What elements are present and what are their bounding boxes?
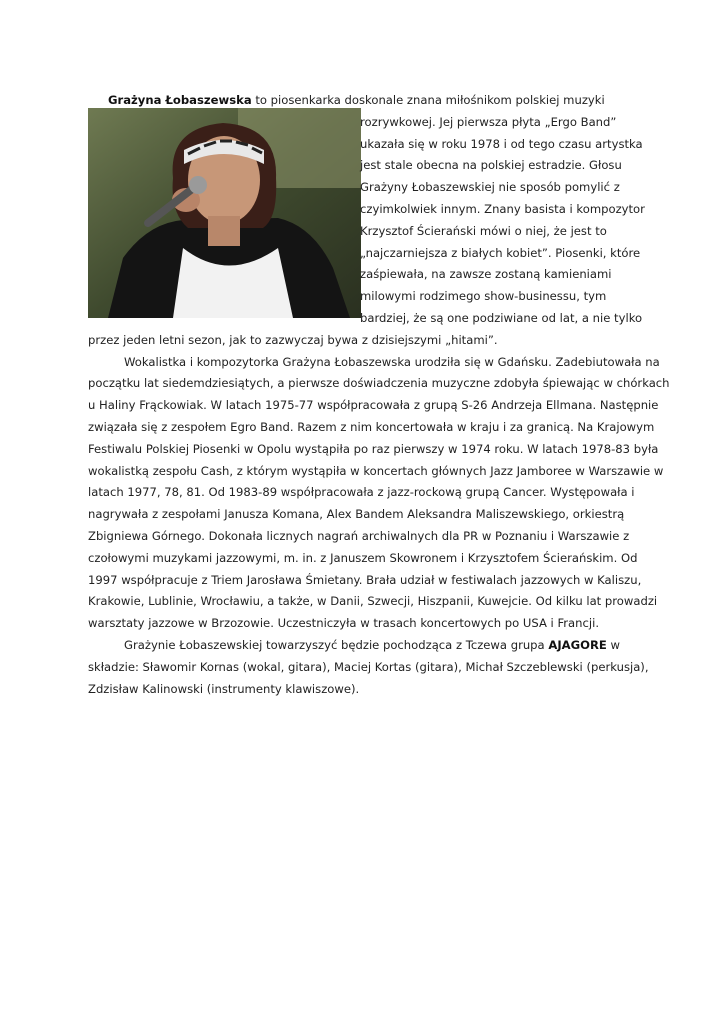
text-line: Krzysztof Ścierański mówi o niej, że jest to <box>360 223 607 238</box>
artist-name: Grażyna Łobaszewska <box>108 93 252 107</box>
article-body <box>88 90 670 700</box>
text-line <box>88 635 643 657</box>
text-line: ukazała się w roku 1978 i od tego czasu artystka <box>360 136 643 151</box>
paragraph-biography <box>88 352 670 635</box>
text-line: związała się z zespołem Egro Band. Razem z nim koncertowała w kraju i za granicą. Na Krajowym <box>88 419 655 434</box>
text-line: Krakowie, Lublinie, Wrocławiu, a także, w Danii, Szwecji, Hiszpanii, Kuwejcie. Od kilku lat prowadzi <box>88 594 658 609</box>
text-line: Zdzisław Kalinowski (instrumenty klawiszowe). <box>88 681 360 696</box>
intro-first-line <box>88 90 643 112</box>
band-name: AJAGORE <box>548 637 607 652</box>
text-line: Festiwalu Polskiej Piosenki w Opolu wystąpiła po raz pierwszy w 1974 roku. W latach 1978-83 była <box>88 441 659 456</box>
text-line: czyimkolwiek innym. Znany basista i kompozytor <box>360 201 645 216</box>
text-line: Zbigniewa Górnego. Dokonała licznych nagrań archiwalnych dla PR w Poznaniu i Warszawie z <box>88 528 630 543</box>
band-intro-suffix: w <box>606 637 620 652</box>
text-line: latach 1977, 78, 81. Od 1983-89 współpracowała z jazz-rockową grupą Cancer. Występowała i <box>88 485 635 500</box>
text-line: Wokalistka i kompozytorka Grażyna Łobaszewska urodziła się w Gdańsku. Zadebiutowała na <box>124 354 660 369</box>
text-line: bardziej, że są one podziwiane od lat, a nie tylko <box>360 310 643 325</box>
intro-first-line-text: to piosenkarka doskonale znana miłośnikom polskiej muzyki <box>251 93 605 107</box>
text-line: 1997 współpracuje z Triem Jarosława Śmietany. Brała udział w festiwalach jazzowych w Kaliszu, <box>88 572 642 587</box>
text-line: składzie: Sławomir Kornas (wokal, gitara), Maciej Kortas (gitara), Michał Szczeblewski (perkusja), <box>88 659 649 674</box>
band-intro-text: Grażynie Łobaszewskiej towarzyszyć będzie pochodząca z Tczewa grupa <box>124 637 549 652</box>
text-line: jest stale obecna na polskiej estradzie. Głosu <box>360 158 622 173</box>
text-line: nagrywała z zespołami Janusza Komana, Alex Bandem Aleksandra Maliszewskiego, orkiestrą <box>88 507 625 522</box>
text-line: Grażyny Łobaszewskiej nie sposób pomylić z <box>360 180 620 195</box>
paragraph-band <box>88 635 649 700</box>
text-line: początku lat siedemdziesiątych, a pierwsze doświadczenia muzyczne zdobyła śpiewając w chórkach <box>88 376 670 391</box>
text-line: wokalistką zespołu Cash, z którym wystąpiła w koncertach głównych Jazz Jamboree w Warszawie w <box>88 463 664 478</box>
text-line: u Haliny Frąckowiak. W latach 1975-77 współpracowała z grupą S-26 Andrzeja Ellmana. Następnie <box>88 398 659 413</box>
text-line: zaśpiewała, na zawsze zostaną kamieniami <box>360 267 612 282</box>
text-line: warsztaty jazzowe w Brzozowie. Uczestniczyła w trasach koncertowych po USA i Francji. <box>88 616 600 631</box>
text-line: milowymi rodzimego show-businessu, tym <box>360 289 607 304</box>
text-line: rozrywkowej. Jej pierwsza płyta „Ergo Band” <box>360 114 617 129</box>
text-line: czołowymi muzykami jazzowymi, m. in. z Januszem Skowronem i Krzysztofem Ścierańskim. Od <box>88 550 638 565</box>
text-line: „najczarniejsza z białych kobiet”. Piosenki, które <box>360 245 641 260</box>
text-line: przez jeden letni sezon, jak to zazwyczaj bywa z dzisiejszymi „hitami”. <box>88 332 498 347</box>
intro-wrapped-text <box>88 112 643 330</box>
